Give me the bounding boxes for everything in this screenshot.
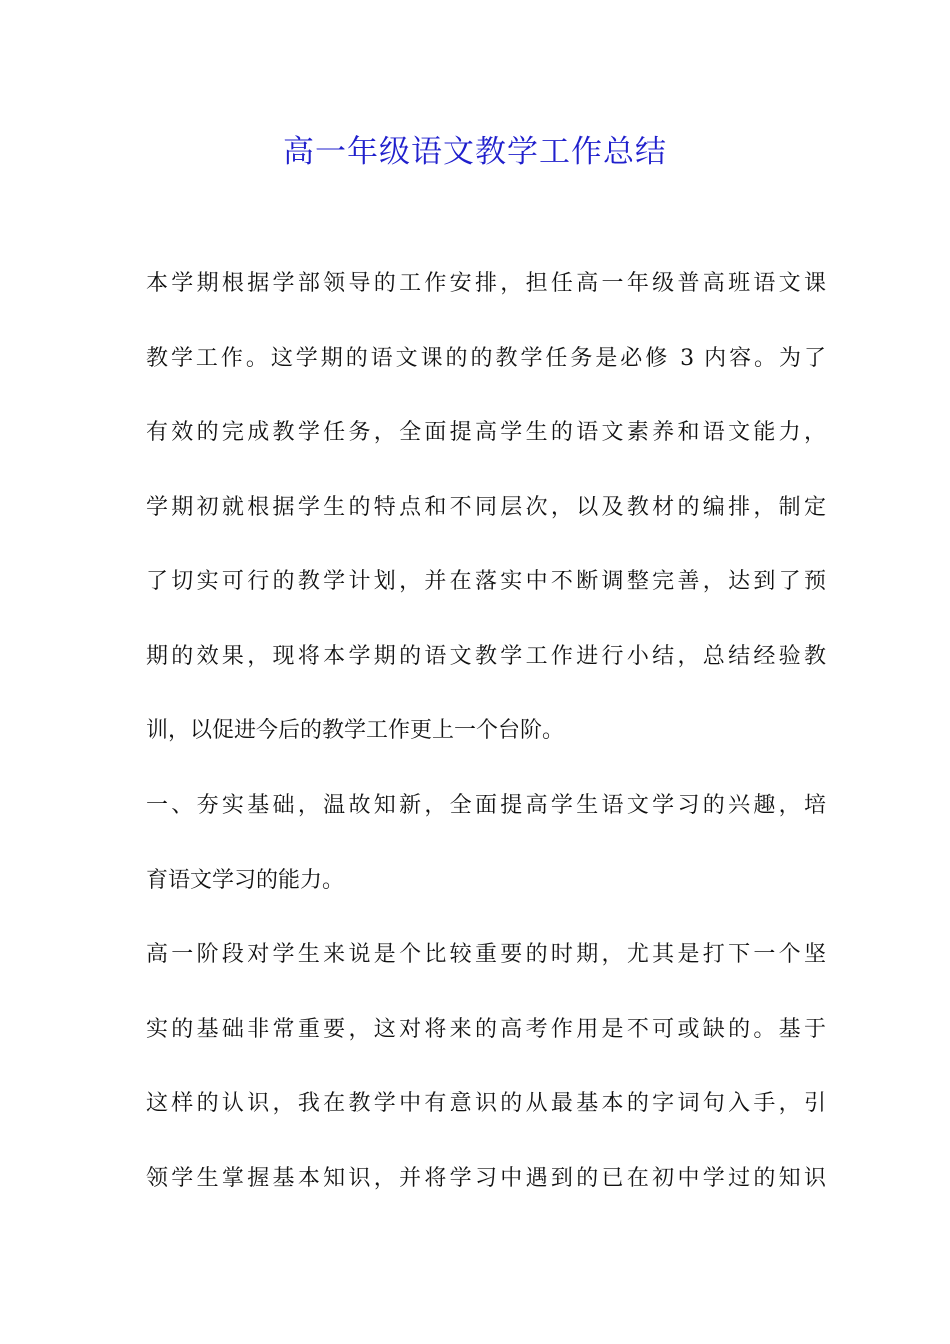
paragraph-line: 训，以促进今后的教学工作更上一个台阶。: [146, 718, 565, 743]
paragraph-line: 期的效果，现将本学期的语文教学工作进行小结，总结经验教: [146, 644, 826, 669]
paragraph-line: 实的基础非常重要，这对将来的高考作用是不可或缺的。基于: [146, 1017, 826, 1042]
document-title: 高一年级语文教学工作总结: [283, 134, 667, 170]
paragraph-line: 教学工作。这学期的语文课的的教学任务是必修 3 内容。为了: [146, 346, 826, 371]
paragraph-line: 高一阶段对学生来说是个比较重要的时期，尤其是打下一个坚: [146, 942, 826, 967]
paragraph-line: 有效的完成教学任务，全面提高学生的语文素养和语文能力，: [146, 420, 826, 445]
paragraph-line: 本学期根据学部领导的工作安排，担任高一年级普高班语文课: [146, 271, 826, 296]
section-heading-line: 一、夯实基础，温故知新，全面提高学生语文学习的兴趣，培: [146, 793, 826, 818]
paragraph-line: 这样的认识，我在教学中有意识的从最基本的字词句入手，引: [146, 1091, 826, 1116]
paragraph-line: 学期初就根据学生的特点和不同层次，以及教材的编排，制定: [146, 495, 826, 520]
paragraph-line: 了切实可行的教学计划，并在落实中不断调整完善，达到了预: [146, 569, 826, 594]
section-heading-line: 育语文学习的能力。: [146, 868, 345, 893]
paragraph-line: 领学生掌握基本知识，并将学习中遇到的已在初中学过的知识: [146, 1166, 826, 1191]
